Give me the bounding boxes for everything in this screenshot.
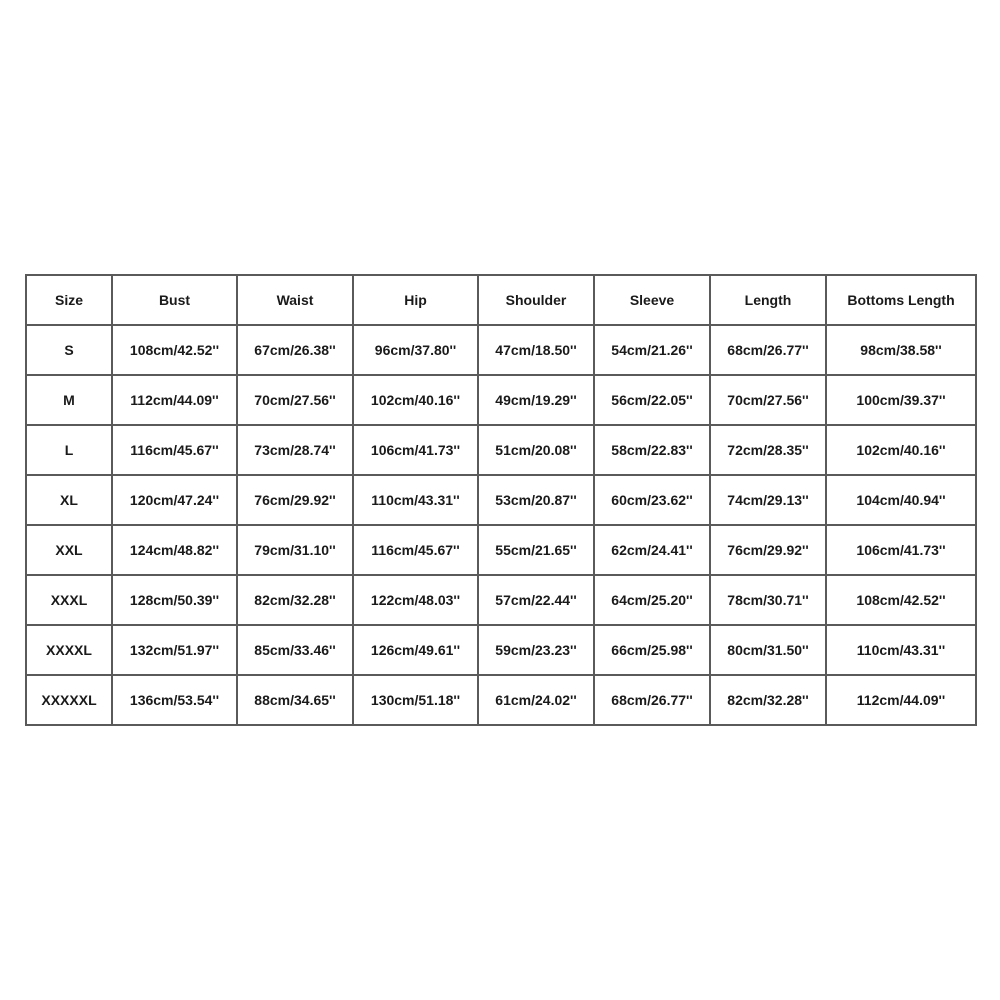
cell-hip: 110cm/43.31'': [353, 475, 478, 525]
table-row: [26, 575, 976, 625]
table-row: [26, 625, 976, 675]
cell-hip: 126cm/49.61'': [353, 625, 478, 675]
cell-shoulder: 57cm/22.44'': [478, 575, 594, 625]
header-row: [26, 275, 976, 325]
cell-length: 74cm/29.13'': [710, 475, 826, 525]
cell-size: XXXXXL: [26, 675, 112, 725]
cell-waist: 70cm/27.56'': [237, 375, 353, 425]
cell-bottoms-length: 112cm/44.09'': [826, 675, 976, 725]
cell-size: L: [26, 425, 112, 475]
table-row: [26, 375, 976, 425]
cell-bust: 128cm/50.39'': [112, 575, 237, 625]
cell-length: 70cm/27.56'': [710, 375, 826, 425]
cell-sleeve: 68cm/26.77'': [594, 675, 710, 725]
cell-bottoms-length: 100cm/39.37'': [826, 375, 976, 425]
cell-shoulder: 59cm/23.23'': [478, 625, 594, 675]
cell-bust: 120cm/47.24'': [112, 475, 237, 525]
size-chart-body: [26, 325, 976, 725]
cell-length: 76cm/29.92'': [710, 525, 826, 575]
header-hip: Hip: [353, 275, 478, 325]
cell-sleeve: 56cm/22.05'': [594, 375, 710, 425]
header-size: Size: [26, 275, 112, 325]
cell-size: XXL: [26, 525, 112, 575]
cell-sleeve: 66cm/25.98'': [594, 625, 710, 675]
cell-hip: 96cm/37.80'': [353, 325, 478, 375]
header-sleeve: Sleeve: [594, 275, 710, 325]
cell-length: 80cm/31.50'': [710, 625, 826, 675]
cell-sleeve: 60cm/23.62'': [594, 475, 710, 525]
cell-length: 68cm/26.77'': [710, 325, 826, 375]
cell-bottoms-length: 98cm/38.58'': [826, 325, 976, 375]
cell-hip: 130cm/51.18'': [353, 675, 478, 725]
cell-bust: 108cm/42.52'': [112, 325, 237, 375]
cell-bust: 136cm/53.54'': [112, 675, 237, 725]
cell-waist: 67cm/26.38'': [237, 325, 353, 375]
cell-bust: 116cm/45.67'': [112, 425, 237, 475]
header-waist: Waist: [237, 275, 353, 325]
cell-bust: 132cm/51.97'': [112, 625, 237, 675]
cell-hip: 122cm/48.03'': [353, 575, 478, 625]
cell-length: 72cm/28.35'': [710, 425, 826, 475]
cell-size: M: [26, 375, 112, 425]
cell-bottoms-length: 110cm/43.31'': [826, 625, 976, 675]
cell-hip: 116cm/45.67'': [353, 525, 478, 575]
cell-length: 78cm/30.71'': [710, 575, 826, 625]
cell-waist: 76cm/29.92'': [237, 475, 353, 525]
header-bottoms-length: Bottoms Length: [826, 275, 976, 325]
cell-bottoms-length: 108cm/42.52'': [826, 575, 976, 625]
header-shoulder: Shoulder: [478, 275, 594, 325]
cell-size: XXXL: [26, 575, 112, 625]
table-row: [26, 675, 976, 725]
cell-size: S: [26, 325, 112, 375]
cell-waist: 82cm/32.28'': [237, 575, 353, 625]
size-chart-table: [25, 274, 977, 726]
table-row: [26, 525, 976, 575]
cell-shoulder: 53cm/20.87'': [478, 475, 594, 525]
header-length: Length: [710, 275, 826, 325]
cell-hip: 106cm/41.73'': [353, 425, 478, 475]
table-row: [26, 325, 976, 375]
cell-shoulder: 61cm/24.02'': [478, 675, 594, 725]
cell-sleeve: 58cm/22.83'': [594, 425, 710, 475]
cell-shoulder: 49cm/19.29'': [478, 375, 594, 425]
cell-waist: 85cm/33.46'': [237, 625, 353, 675]
cell-bust: 112cm/44.09'': [112, 375, 237, 425]
header-bust: Bust: [112, 275, 237, 325]
cell-waist: 88cm/34.65'': [237, 675, 353, 725]
table-row: [26, 425, 976, 475]
cell-bust: 124cm/48.82'': [112, 525, 237, 575]
cell-shoulder: 51cm/20.08'': [478, 425, 594, 475]
cell-size: XL: [26, 475, 112, 525]
cell-bottoms-length: 102cm/40.16'': [826, 425, 976, 475]
table-row: [26, 475, 976, 525]
cell-length: 82cm/32.28'': [710, 675, 826, 725]
cell-sleeve: 64cm/25.20'': [594, 575, 710, 625]
cell-bottoms-length: 106cm/41.73'': [826, 525, 976, 575]
cell-bottoms-length: 104cm/40.94'': [826, 475, 976, 525]
cell-sleeve: 62cm/24.41'': [594, 525, 710, 575]
cell-shoulder: 55cm/21.65'': [478, 525, 594, 575]
cell-size: XXXXL: [26, 625, 112, 675]
cell-waist: 79cm/31.10'': [237, 525, 353, 575]
cell-waist: 73cm/28.74'': [237, 425, 353, 475]
cell-shoulder: 47cm/18.50'': [478, 325, 594, 375]
cell-hip: 102cm/40.16'': [353, 375, 478, 425]
cell-sleeve: 54cm/21.26'': [594, 325, 710, 375]
